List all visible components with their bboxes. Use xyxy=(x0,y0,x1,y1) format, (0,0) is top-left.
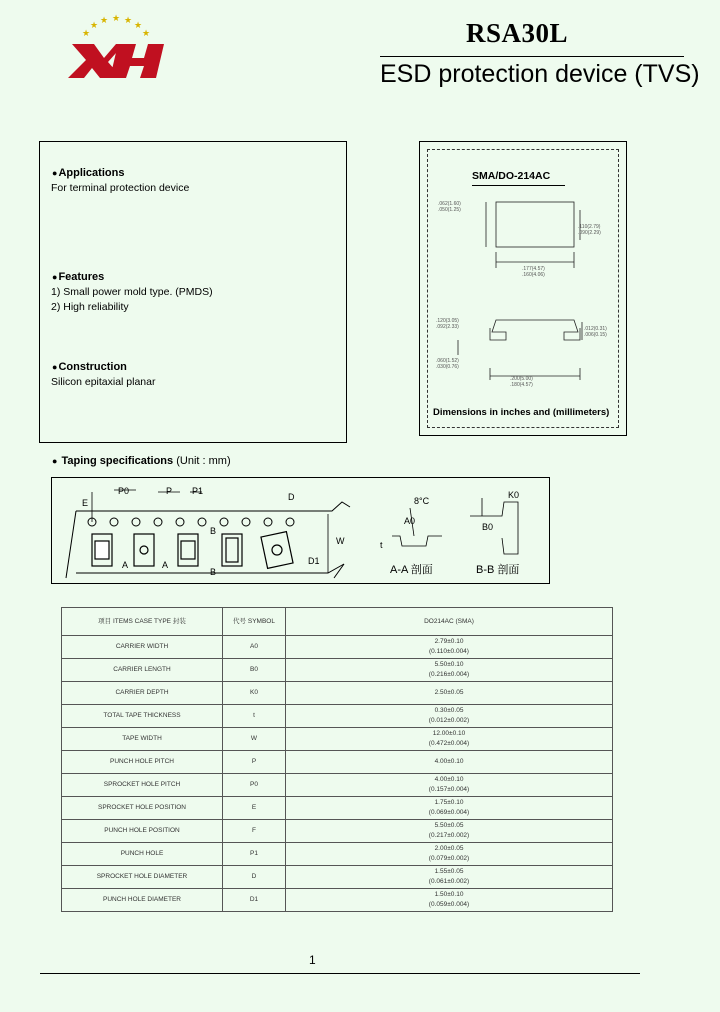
taping-heading-text: Taping specifications xyxy=(61,455,174,467)
table-row xyxy=(62,705,613,728)
header-package: DO214AC (SMA) xyxy=(286,608,613,636)
table-row xyxy=(62,751,613,774)
package-dimensions-caption: Dimensions in inches and (millimeters) xyxy=(433,407,610,418)
row-symbol: D xyxy=(223,866,286,889)
package-top-view xyxy=(496,202,574,247)
part-number-title: RSA30L xyxy=(466,18,569,48)
taping-spec-table xyxy=(61,607,613,912)
bb-section-profile xyxy=(470,502,518,554)
table-row xyxy=(62,728,613,751)
row-item-name: TAPE WIDTH xyxy=(62,728,223,751)
section-aa-label: A-A 剖面 xyxy=(390,564,433,576)
row-value xyxy=(286,682,613,705)
row-value-inch: (0.059±0.004) xyxy=(428,901,470,908)
features-line-2: 2) High reliability xyxy=(51,301,129,313)
sprocket-holes xyxy=(88,518,294,526)
row-item-name: PUNCH HOLE POSITION xyxy=(62,820,223,843)
features-heading: ● Features xyxy=(52,271,104,283)
row-item-name: CARRIER DEPTH xyxy=(62,682,223,705)
row-value-inch: (0.012±0.002) xyxy=(428,717,470,724)
row-value xyxy=(286,866,613,889)
svg-text:★: ★ xyxy=(134,20,143,30)
row-symbol: F xyxy=(223,820,286,843)
row-value xyxy=(286,774,613,797)
row-symbol: P xyxy=(223,751,286,774)
row-value-mm: 2.79±0.10 xyxy=(434,638,464,645)
row-value xyxy=(286,659,613,682)
svg-text:.060(1.52): .060(1.52) xyxy=(436,358,459,364)
row-value-mm: 1.50±0.10 xyxy=(434,891,464,898)
svg-text:P1: P1 xyxy=(192,486,204,496)
svg-text:.160(4.06): .160(4.06) xyxy=(522,272,545,278)
row-value-mm: 4.00±0.10 xyxy=(434,758,464,765)
row-symbol: P0 xyxy=(223,774,286,797)
row-item-name: SPROCKET HOLE POSITION xyxy=(62,797,223,820)
svg-text:D: D xyxy=(288,492,295,502)
features-line-1: 1) Small power mold type. (PMDS) xyxy=(51,286,213,298)
svg-text:★: ★ xyxy=(112,14,121,23)
row-value-inch: (0.061±0.002) xyxy=(428,878,470,885)
row-item-name: SPROCKET HOLE DIAMETER xyxy=(62,866,223,889)
footer-rule xyxy=(40,973,640,974)
row-value-mm: 5.50±0.10 xyxy=(434,661,464,668)
table-row xyxy=(62,636,613,659)
row-value-inch: (0.217±0.002) xyxy=(428,832,470,839)
row-symbol: K0 xyxy=(223,682,286,705)
row-value-inch: (0.069±0.004) xyxy=(428,809,470,816)
row-value-mm: 0.30±0.05 xyxy=(434,707,464,714)
svg-text:.180(4.57): .180(4.57) xyxy=(510,382,533,388)
table-row xyxy=(62,682,613,705)
svg-text:★: ★ xyxy=(90,20,99,30)
row-value xyxy=(286,820,613,843)
svg-text:A: A xyxy=(122,560,129,570)
page-number: 1 xyxy=(309,953,316,967)
construction-text: Silicon epitaxial planar xyxy=(51,376,156,388)
row-value xyxy=(286,751,613,774)
tape-dimension-labels xyxy=(82,486,519,577)
svg-text:B0: B0 xyxy=(482,522,494,532)
svg-text:P0: P0 xyxy=(118,486,130,496)
row-value xyxy=(286,705,613,728)
row-symbol: A0 xyxy=(223,636,286,659)
svg-text:.006(0.15): .006(0.15) xyxy=(584,332,607,338)
header-rule xyxy=(380,56,684,57)
row-value-inch: (0.110±0.004) xyxy=(429,648,469,655)
row-value-mm: 2.00±0.05 xyxy=(434,845,464,852)
svg-text:D1: D1 xyxy=(308,556,320,566)
svg-text:.062(1.60): .062(1.60) xyxy=(438,201,461,207)
company-logo xyxy=(64,14,174,82)
table-row xyxy=(62,843,613,866)
row-value-mm: 1.55±0.05 xyxy=(434,868,464,875)
row-symbol: P1 xyxy=(223,843,286,866)
row-symbol: D1 xyxy=(223,889,286,912)
svg-text:A0: A0 xyxy=(404,516,416,526)
svg-text:W: W xyxy=(336,536,345,546)
row-value xyxy=(286,889,613,912)
row-value xyxy=(286,797,613,820)
logo-mark xyxy=(68,44,164,78)
applications-text: For terminal protection device xyxy=(51,182,190,194)
svg-text:8°C: 8°C xyxy=(414,496,430,506)
package-outline-drawing xyxy=(430,190,616,390)
row-value-inch: (0.157±0.004) xyxy=(428,786,470,793)
row-item-name: TOTAL TAPE THICKNESS xyxy=(62,705,223,728)
row-value-mm: 4.00±0.10 xyxy=(434,776,464,783)
table-row xyxy=(62,889,613,912)
table-header-row xyxy=(62,608,613,636)
row-value-mm: 5.50±0.05 xyxy=(434,822,464,829)
table-row xyxy=(62,820,613,843)
svg-text:★: ★ xyxy=(124,15,133,25)
row-value-mm: 1.75±0.10 xyxy=(434,799,464,806)
construction-heading: ● Construction xyxy=(52,361,127,373)
row-item-name: SPROCKET HOLE PITCH xyxy=(62,774,223,797)
svg-text:.120(3.05): .120(3.05) xyxy=(436,318,459,324)
aa-section-profile xyxy=(392,536,442,546)
carrier-tape-drawing xyxy=(52,478,549,583)
svg-text:P: P xyxy=(166,486,173,496)
row-item-name: CARRIER LENGTH xyxy=(62,659,223,682)
package-name-underline xyxy=(472,185,565,186)
table-row xyxy=(62,659,613,682)
row-value-mm: 2.50±0.05 xyxy=(434,689,464,696)
taping-unit: (Unit : mm) xyxy=(176,455,231,467)
row-value-mm: 12.00±0.10 xyxy=(432,730,466,737)
package-side-view xyxy=(490,320,580,340)
svg-text:E: E xyxy=(82,498,89,508)
row-item-name: PUNCH HOLE xyxy=(62,843,223,866)
svg-text:★: ★ xyxy=(142,28,151,38)
header-symbol: 代号 SYMBOL xyxy=(223,608,286,636)
row-value xyxy=(286,636,613,659)
svg-text:.092(2.33): .092(2.33) xyxy=(436,324,459,330)
row-value-inch: (0.216±0.004) xyxy=(428,671,470,678)
svg-text:.110(2.79): .110(2.79) xyxy=(578,224,601,230)
svg-text:.050(1.25): .050(1.25) xyxy=(438,207,461,213)
document-subtitle: ESD protection device (TVS) xyxy=(380,60,700,88)
applications-heading: ● Applications xyxy=(52,167,124,179)
row-item-name: PUNCH HOLE PITCH xyxy=(62,751,223,774)
table-row xyxy=(62,866,613,889)
svg-text:A: A xyxy=(162,560,169,570)
row-item-name: PUNCH HOLE DIAMETER xyxy=(62,889,223,912)
svg-text:K0: K0 xyxy=(508,490,520,500)
row-symbol: W xyxy=(223,728,286,751)
header-items: 项目 ITEMS CASE TYPE 封装 xyxy=(62,608,223,636)
svg-text:.012(0.31): .012(0.31) xyxy=(584,326,607,332)
row-value-inch: (0.472±0.004) xyxy=(428,740,470,747)
svg-text:B: B xyxy=(210,567,217,577)
svg-text:.177(4.57): .177(4.57) xyxy=(522,266,545,272)
taping-heading xyxy=(52,455,231,467)
svg-text:.090(2.29): .090(2.29) xyxy=(578,230,601,236)
svg-text:.200(5.00): .200(5.00) xyxy=(510,376,533,382)
row-value xyxy=(286,728,613,751)
row-item-name: CARRIER WIDTH xyxy=(62,636,223,659)
row-value-inch: (0.079±0.002) xyxy=(428,855,470,862)
table-row xyxy=(62,797,613,820)
row-symbol: B0 xyxy=(223,659,286,682)
logo-stars xyxy=(82,14,150,38)
svg-text:★: ★ xyxy=(100,15,109,25)
svg-text:.030(0.76): .030(0.76) xyxy=(436,364,459,370)
table-row xyxy=(62,774,613,797)
row-symbol: t xyxy=(223,705,286,728)
svg-text:B: B xyxy=(210,526,217,536)
row-symbol: E xyxy=(223,797,286,820)
package-name: SMA/DO-214AC xyxy=(472,170,551,182)
row-value xyxy=(286,843,613,866)
section-bb-label: B-B 剖面 xyxy=(476,564,520,576)
svg-text:t: t xyxy=(380,540,383,550)
svg-text:★: ★ xyxy=(82,28,91,38)
